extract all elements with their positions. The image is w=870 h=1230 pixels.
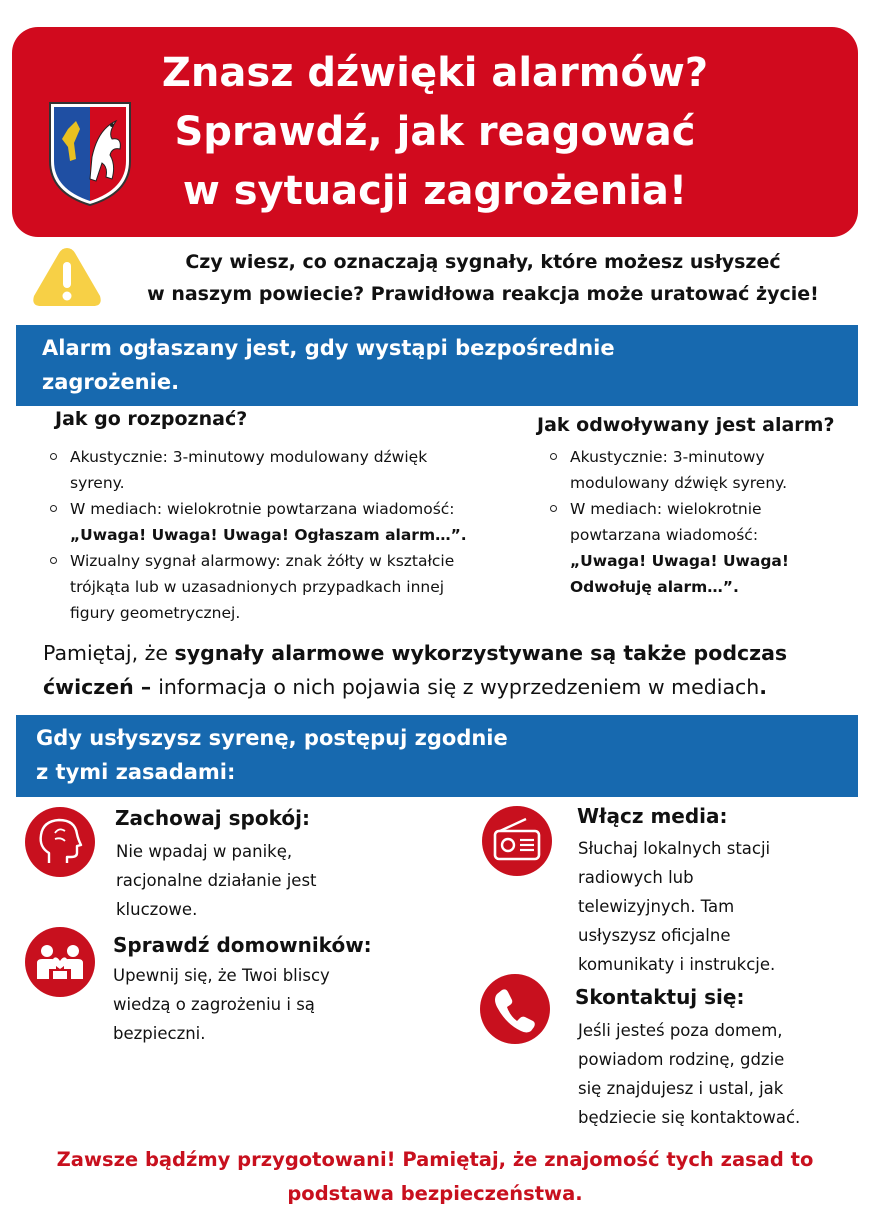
rule-line: kluczowe. <box>116 900 198 919</box>
recognize-heading: Jak go rozpoznać? <box>55 408 248 430</box>
list-item <box>570 496 789 600</box>
phone-icon <box>480 974 550 1044</box>
message-text: „Uwaga! Uwaga! Uwaga! Ogłaszam alarm…”. <box>70 526 467 544</box>
rule-line: racjonalne działanie jest <box>116 871 317 890</box>
item-line: syreny. <box>70 474 125 492</box>
rule-text <box>113 961 330 1048</box>
heading-line: Alarm ogłaszany jest, gdy wystąpi bezpośrednie <box>42 336 615 360</box>
item-line: Akustycznie: 3-minutowy <box>570 448 765 466</box>
reminder-bold: ćwiczeń – <box>43 675 159 699</box>
footer-line: podstawa bezpieczeństwa. <box>287 1182 583 1205</box>
bullet-icon <box>50 557 57 564</box>
message-text: „Uwaga! Uwaga! Uwaga! <box>570 552 789 570</box>
rule-line: radiowych lub <box>578 868 694 887</box>
intro-text <box>108 246 858 310</box>
message-text: Odwołuję alarm…”. <box>570 578 739 596</box>
title-line: Znasz dźwięki alarmów? <box>161 49 709 96</box>
rule-line: Nie wpadaj w panikę, <box>116 842 293 861</box>
rule-text <box>116 837 317 924</box>
intro-line: w naszym powiecie? Prawidłowa reakcja może uratować życie! <box>147 283 819 305</box>
item-line: trójkąta lub w uzasadnionych przypadkach innej <box>70 578 445 596</box>
intro-line: Czy wiesz, co oznaczają sygnały, które możesz usłyszeć <box>185 251 781 273</box>
rule-title: Skontaktuj się: <box>575 985 745 1009</box>
rule-line: powiadom rodzinę, gdzie <box>578 1050 785 1069</box>
item-line: figury geometrycznej. <box>70 604 241 622</box>
cancel-heading: Jak odwoływany jest alarm? <box>537 414 835 436</box>
footer-line: Zawsze bądźmy przygotowani! Pamiętaj, że znajomość tych zasad to <box>56 1148 814 1171</box>
bullet-icon <box>50 505 57 512</box>
page-title <box>12 27 858 237</box>
reminder-part: informacja o nich pojawia się z wyprzedzeniem w mediach <box>158 675 760 699</box>
rule-line: będziecie się kontaktować. <box>578 1108 801 1127</box>
head-icon <box>25 807 95 877</box>
rule-line: telewizyjnych. Tam <box>578 897 735 916</box>
rule-line: Słuchaj lokalnych stacji <box>578 839 771 858</box>
title-line: w sytuacji zagrożenia! <box>182 167 688 214</box>
rule-line: Jeśli jesteś poza domem, <box>578 1021 783 1040</box>
rules-section-heading <box>36 721 508 789</box>
reminder-bold: sygnały alarmowe wykorzystywane są także podczas <box>174 641 788 665</box>
list-item <box>70 548 454 626</box>
rule-title: Zachowaj spokój: <box>115 806 310 830</box>
rules-section-banner <box>16 715 858 797</box>
heading-line: zagrożenie. <box>42 370 180 394</box>
rule-line: komunikaty i instrukcje. <box>578 955 776 974</box>
item-line: modulowany dźwięk syreny. <box>570 474 788 492</box>
item-line: W mediach: wielokrotnie powtarzana wiadomość: <box>70 500 455 518</box>
radio-icon <box>482 806 552 876</box>
item-line: W mediach: wielokrotnie <box>570 500 762 518</box>
warning-icon <box>30 244 104 310</box>
rule-line: Upewnij się, że Twoi bliscy <box>113 966 330 985</box>
rule-text <box>578 834 775 979</box>
rule-line: usłyszysz oficjalne <box>578 926 731 945</box>
title-line: Sprawdź, jak reagować <box>174 108 696 155</box>
item-line: Wizualny sygnał alarmowy: znak żółty w kształcie <box>70 552 455 570</box>
heading-line: Gdy usłyszysz syrenę, postępuj zgodnie <box>36 726 508 750</box>
rule-title: Włącz media: <box>577 804 728 828</box>
rule-line: się znajdujesz i ustal, jak <box>578 1079 784 1098</box>
bullet-icon <box>550 505 557 512</box>
item-line: powtarzana wiadomość: <box>570 526 759 544</box>
header-banner <box>12 27 858 237</box>
rule-line: wiedzą o zagrożeniu i są <box>113 995 315 1014</box>
heading-line: z tymi zasadami: <box>36 760 236 784</box>
family-icon <box>25 927 95 997</box>
alarm-section-banner <box>16 325 858 406</box>
bullet-icon <box>550 453 557 460</box>
list-item <box>70 444 427 496</box>
item-line: Akustycznie: 3-minutowy modulowany dźwięk <box>70 448 428 466</box>
reminder-text <box>43 636 843 704</box>
reminder-end: . <box>759 675 768 699</box>
footer-text <box>0 1143 870 1211</box>
alarm-section-heading <box>42 331 615 399</box>
rule-line: bezpieczni. <box>113 1024 206 1043</box>
rule-text <box>578 1016 800 1132</box>
reminder-part: Pamiętaj, że <box>43 641 175 665</box>
list-item <box>70 496 467 548</box>
rule-title: Sprawdź domowników: <box>113 933 372 957</box>
list-item <box>570 444 787 496</box>
bullet-icon <box>50 453 57 460</box>
